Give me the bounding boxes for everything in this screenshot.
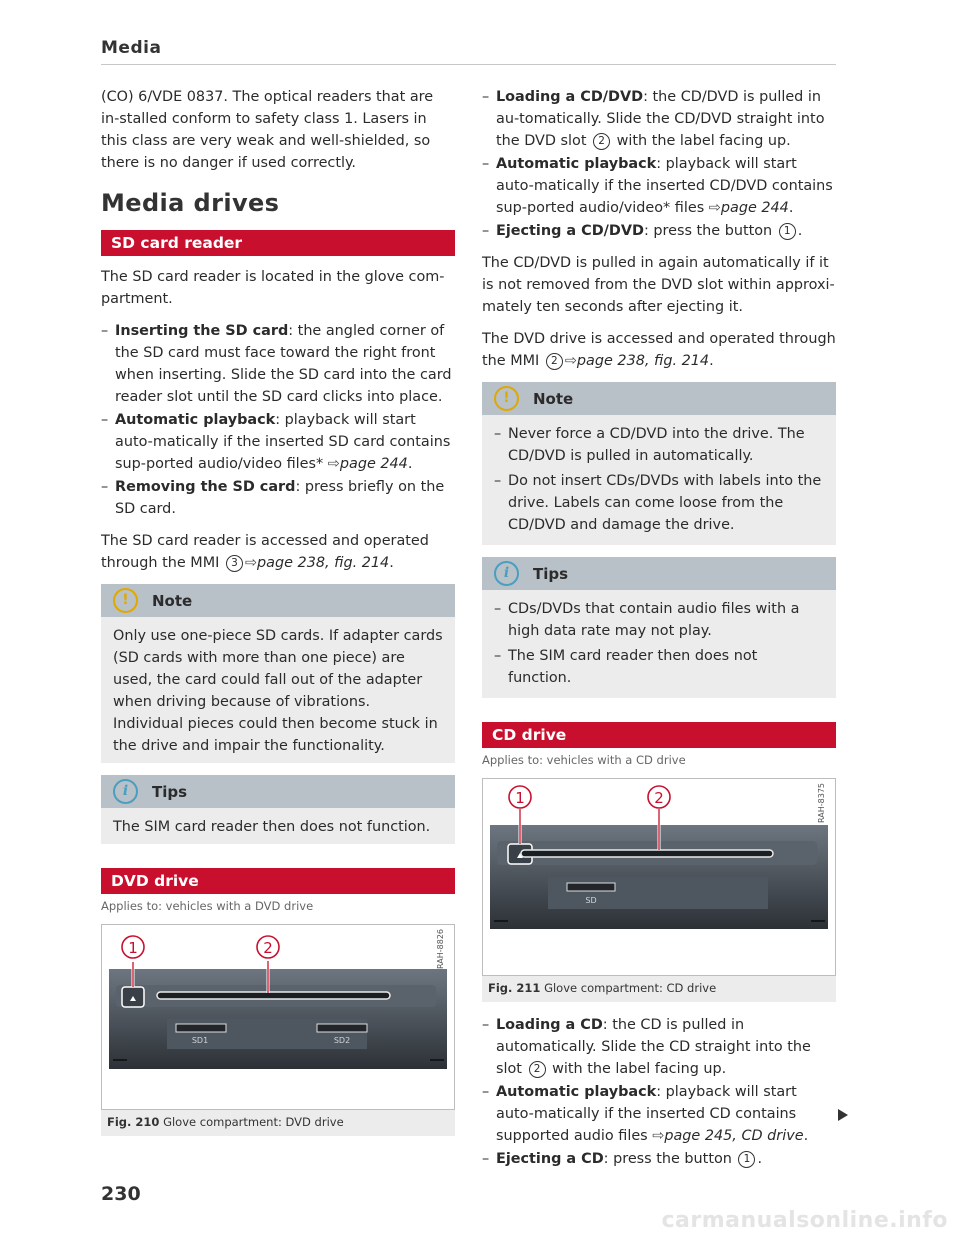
list-item: – Automatic playback: playback will start auto-matically if the inserted CD contains supported audio files ⇨page 245, CD drive. (482, 1084, 809, 1144)
applies-to-text: Applies to: vehicles with a CD drive (482, 753, 686, 767)
list-item: – The SIM card reader then does not function. (494, 648, 758, 686)
tips-title: Tips (533, 564, 569, 583)
page-ref-arrow-icon: ⇨ (708, 200, 721, 216)
callout-number: 2 (546, 353, 563, 370)
list-item: – Ejecting a CD: press the button 1 . (482, 1151, 763, 1167)
page-ref-link[interactable]: page 238, fig. 214 (257, 555, 390, 571)
figure-caption: Fig. 211 Glove compartment: CD drive (488, 981, 717, 995)
page-header-title: Media (101, 38, 162, 58)
list-item: – Inserting the SD card: the angled corner of the SD card must face toward the right front when inserting. Slide the SD card into the card reader slot until the SD card clicks into place. (101, 323, 452, 405)
watermark: carmanualsonline.info (661, 1208, 948, 1233)
paragraph: The DVD drive is accessed and operated through the MMI 2 ⇨page 238, fig. 214. (482, 331, 836, 369)
callout-number: 2 (593, 133, 610, 150)
right-column (482, 86, 836, 1180)
note-box (101, 584, 455, 763)
page-ref-arrow-icon: ⇨ (652, 1128, 665, 1144)
list-item: – Removing the SD card: press briefly on the SD card. (101, 479, 445, 517)
page-ref-arrow-icon: ⇨ (327, 456, 340, 472)
callout-2: 2 (654, 789, 664, 807)
page-number: 230 (101, 1183, 141, 1205)
slot-label-sd1: SD1 (191, 1036, 209, 1045)
callout-number: 2 (529, 1061, 546, 1078)
warning-icon: ! (494, 386, 519, 411)
figure-code: RAH-8826 (436, 929, 445, 969)
sd-access-paragraph: The SD card reader is accessed and operated through the MMI 3 ⇨page 238, fig. 214. (101, 533, 429, 571)
sd-intro: The SD card reader is located in the glove com-partment. (101, 269, 445, 307)
continue-arrow-icon (838, 1109, 848, 1121)
callout-1: 1 (128, 939, 138, 957)
note-text: Only use one-piece SD cards. If adapter cards (SD cards with more than one piece) are used, the card could fall out of the adapter when driving because of vibrations. Individual pieces could then become stuck in the drive and impair the functionality. (113, 628, 443, 754)
list-item: – Ejecting a CD/DVD: press the button 1 . (482, 223, 803, 239)
slot-label-sd: SD (585, 896, 597, 905)
note-title: Note (533, 389, 574, 408)
tips-box (482, 557, 836, 698)
page-ref-link[interactable]: page 244 (339, 456, 408, 472)
section-title: Media drives (101, 189, 280, 217)
sd-card-reader-heading: SD card reader (101, 230, 455, 256)
dvd-drive-illustration (101, 924, 455, 1110)
info-icon: i (113, 779, 138, 804)
cd-drive-illustration (482, 778, 836, 976)
note-box (482, 382, 836, 545)
list-item: – Do not insert CDs/DVDs with labels into the drive. Labels can come loose from the CD/DVD and damage the drive. (494, 473, 822, 533)
page-ref-link[interactable]: page 245, CD drive (664, 1128, 804, 1144)
figure-dvd-drive (101, 924, 455, 1136)
page-ref-link[interactable]: page 238, fig. 214 (576, 353, 710, 369)
list-item: – CDs/DVDs that contain audio files with a high data rate may not play. (494, 601, 800, 639)
note-title: Note (152, 591, 193, 610)
applies-to-text: Applies to: vehicles with a DVD drive (101, 899, 314, 913)
callout-1: 1 (515, 789, 525, 807)
figure-caption: Fig. 210 Glove compartment: DVD drive (107, 1115, 344, 1129)
cd-drive-heading: CD drive (482, 722, 836, 748)
left-column (101, 86, 455, 1144)
sd-bullet-list (101, 320, 455, 520)
list-item: – Automatic playback: playback will start auto-matically if the inserted CD/DVD contains sup-ported audio/video* files ⇨page 244. (482, 156, 833, 216)
paragraph: The CD/DVD is pulled in again automatically if it is not removed from the DVD slot within approxi-mately ten seconds after ejecting it. (482, 255, 835, 315)
cd-bullet-list (482, 1014, 836, 1170)
intro-paragraph: (CO) 6/VDE 0837. The optical readers that are in-stalled conform to safety class 1. Lasers in this class are very weak and well-shielded, so there is no danger if used correctly. (101, 89, 434, 171)
list-item: – Loading a CD: the CD is pulled in automatically. Slide the CD straight into the slot 2 with the label facing up. (482, 1017, 811, 1077)
info-icon: i (494, 561, 519, 586)
list-item: – Automatic playback: playback will start auto-matically if the inserted SD card contains sup-ported audio/video files* ⇨page 244. (101, 412, 451, 472)
dvd-bullet-list (482, 86, 836, 242)
page-ref-arrow-icon: ⇨ (564, 353, 577, 369)
list-item: – Never force a CD/DVD into the drive. The CD/DVD is pulled in automatically. (494, 426, 805, 464)
callout-2: 2 (263, 939, 273, 957)
figure-code: RAH-8375 (817, 783, 826, 823)
header-rule (101, 64, 836, 65)
page-ref-link[interactable]: page 244 (720, 200, 789, 216)
warning-icon: ! (113, 588, 138, 613)
callout-number: 3 (226, 555, 243, 572)
dvd-drive-heading: DVD drive (101, 868, 455, 894)
callout-number: 1 (779, 223, 796, 240)
slot-label-sd2: SD2 (333, 1036, 351, 1045)
list-item: – Loading a CD/DVD: the CD/DVD is pulled in au-tomatically. Slide the CD/DVD straight into the DVD slot 2 with the label facing up. (482, 89, 825, 149)
figure-cd-drive (482, 778, 836, 1002)
tips-box (101, 775, 455, 844)
page-ref-arrow-icon: ⇨ (244, 555, 258, 571)
tips-title: Tips (152, 782, 188, 801)
tips-text: The SIM card reader then does not function. (113, 819, 431, 835)
callout-number: 1 (738, 1151, 755, 1168)
